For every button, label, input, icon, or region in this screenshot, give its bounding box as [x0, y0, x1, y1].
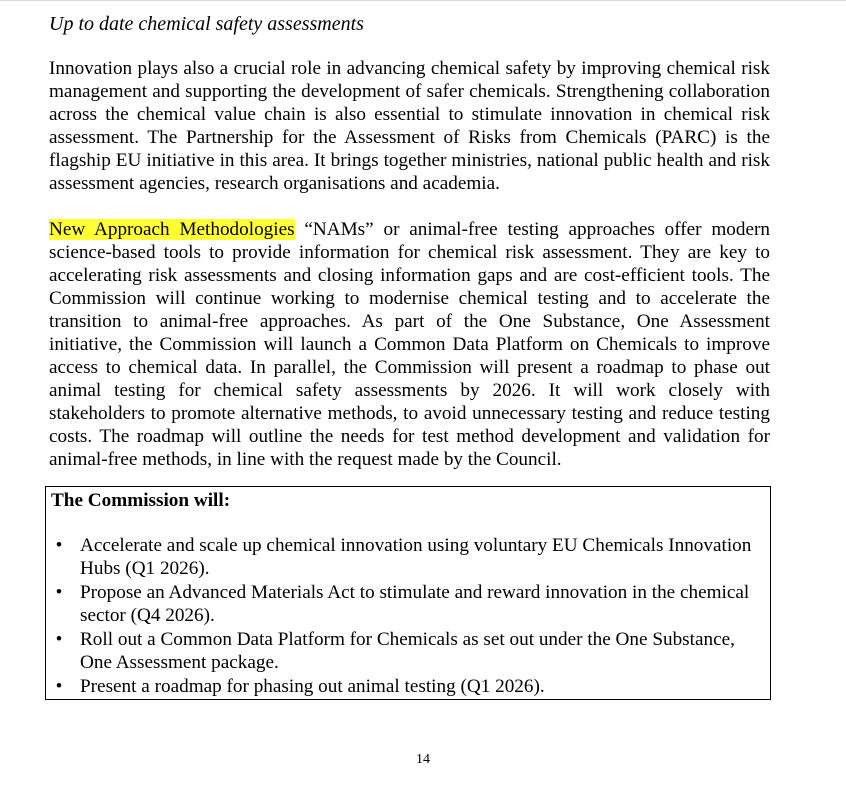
- page-top-divider: [0, 0, 846, 1]
- section-heading: Up to date chemical safety assessments: [49, 13, 364, 35]
- list-item: [46, 581, 766, 627]
- commission-actions-list: [46, 534, 766, 699]
- box-title: The Commission will:: [51, 490, 231, 511]
- paragraph-nams-text: “NAMs” or animal-free testing approaches offer modern science-based tools to provide information for chemical risk assessment. They are key to accelerating risk assessments and closing information gaps and are cost-efficient tools. The Commission will continue working to modernise chemical testing and to accelerate the transition to animal-free approaches. As part of the One Substance, One Assessment initiative, the Commission will launch a Common Data Platform on Chemicals to improve access to chemical data. In parallel, the Commission will present a roadmap to phase out animal testing for chemical safety assessments by 2026. It will work closely with stakeholders to promote alternative methods, to avoid unnecessary testing and reduce testing costs. The roadmap will outline the needs for test method development and validation for animal-free methods, in line with the request made by the Council.: [49, 219, 770, 470]
- bullet-icon: •: [55, 676, 63, 697]
- list-item-text: Accelerate and scale up chemical innovation using voluntary EU Chemicals Innovation Hubs (Q1 2026).: [80, 535, 752, 579]
- highlighted-term: New Approach Methodologies: [49, 219, 295, 240]
- list-item-text: Roll out a Common Data Platform for Chemicals as set out under the One Substance, One Assessment package.: [80, 629, 735, 673]
- page-number: 14: [416, 752, 430, 767]
- list-item: [46, 628, 766, 674]
- paragraph-nams: [49, 218, 770, 471]
- bullet-icon: •: [55, 629, 63, 650]
- list-item: [46, 534, 766, 580]
- commission-actions-box: [45, 486, 771, 700]
- list-item-text: Propose an Advanced Materials Act to stimulate and reward innovation in the chemical sector (Q4 2026).: [80, 582, 750, 626]
- document-page: [49, 12, 770, 471]
- paragraph-parc: Innovation plays also a crucial role in advancing chemical safety by improving chemical risk management and supporting the development of safer chemicals. Strengthening collaboration across the chemical value chain is also essential to stimulate innovation in chemical risk assessment. The Partnership for the Assessment of Risks from Chemicals (PARC) is the flagship EU initiative in this area. It brings together ministries, national public health and risk assessment agencies, research organisations and academia.: [49, 58, 770, 194]
- list-item: [46, 675, 766, 698]
- bullet-icon: •: [55, 582, 63, 603]
- bullet-icon: •: [55, 535, 63, 556]
- list-item-text: Present a roadmap for phasing out animal testing (Q1 2026).: [80, 676, 545, 697]
